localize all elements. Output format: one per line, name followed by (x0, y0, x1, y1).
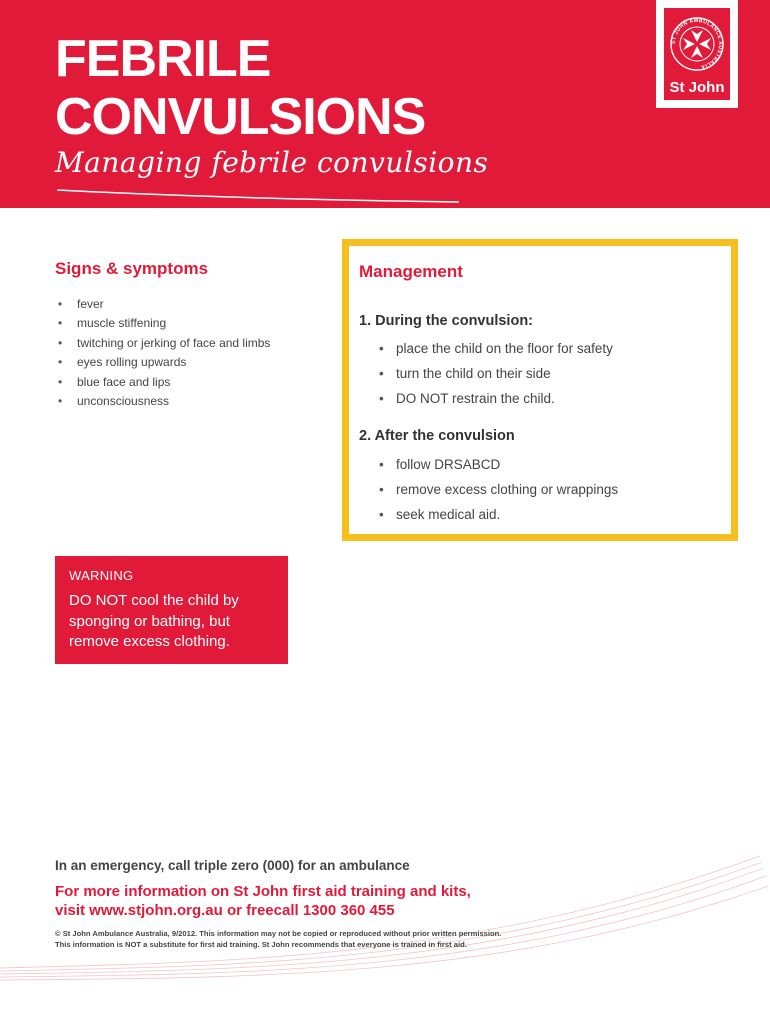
more-info-line-1: For more information on St John first aid training and kits, (55, 883, 471, 900)
page-subtitle: Managing febrile convulsions (55, 146, 489, 179)
management-heading: Management (359, 262, 463, 281)
more-info-line-2: visit www.stjohn.org.au or freecall 1300 360 455 (55, 902, 395, 919)
warning-text: DO NOT cool the child by sponging or bathing, but remove excess clothing. (69, 592, 239, 650)
signs-list (55, 295, 325, 411)
footer (55, 858, 715, 950)
svg-text:ST JOHN AMBULANCE AUSTRALIA: ST JOHN AMBULANCE AUSTRALIA (670, 17, 724, 70)
list-item: • turn the child on their side (379, 361, 613, 386)
list-item: • DO NOT restrain the child. (379, 386, 613, 411)
list-item: • blue face and lips (55, 373, 325, 392)
after-heading: 2. After the convulsion (359, 428, 515, 444)
emergency-notice: In an emergency, call triple zero (000) for an ambulance (55, 858, 410, 873)
signs-section (55, 259, 325, 411)
logo-panel (664, 8, 730, 100)
list-item: • muscle stiffening (55, 314, 325, 333)
legal-line-2: This information is NOT a substitute for first aid training. St John recommends that everyone is trained in first aid. (55, 940, 467, 949)
subtitle-underline (55, 184, 465, 204)
legal-line-1: © St John Ambulance Australia, 9/2012. This information may not be copied or reproduced without prior written permission. (55, 929, 502, 938)
after-list (379, 452, 618, 527)
title-line-2: CONVULSIONS (55, 88, 426, 146)
header-banner (0, 0, 770, 208)
warning-label: WARNING (69, 568, 134, 583)
signs-heading: Signs & symptoms (55, 259, 209, 278)
st-john-logo (656, 0, 738, 108)
more-info (55, 882, 715, 920)
during-heading: 1. During the convulsion: (359, 313, 534, 329)
warning-box (55, 556, 288, 664)
list-item: • place the child on the floor for safety (379, 336, 613, 361)
legal-notice (55, 928, 715, 950)
list-item: • eyes rolling upwards (55, 353, 325, 372)
list-item: • fever (55, 295, 325, 314)
list-item: • seek medical aid. (379, 502, 618, 527)
management-box (342, 239, 738, 541)
maltese-cross-icon (669, 16, 725, 72)
title-line-1: FEBRILE (55, 30, 271, 88)
logo-wordmark: St John (669, 79, 725, 96)
page-title (55, 30, 425, 146)
list-item: • twitching or jerking of face and limbs (55, 334, 325, 353)
during-list (379, 336, 613, 411)
list-item: • follow DRSABCD (379, 452, 618, 477)
list-item: • remove excess clothing or wrappings (379, 477, 618, 502)
list-item: • unconsciousness (55, 392, 325, 411)
